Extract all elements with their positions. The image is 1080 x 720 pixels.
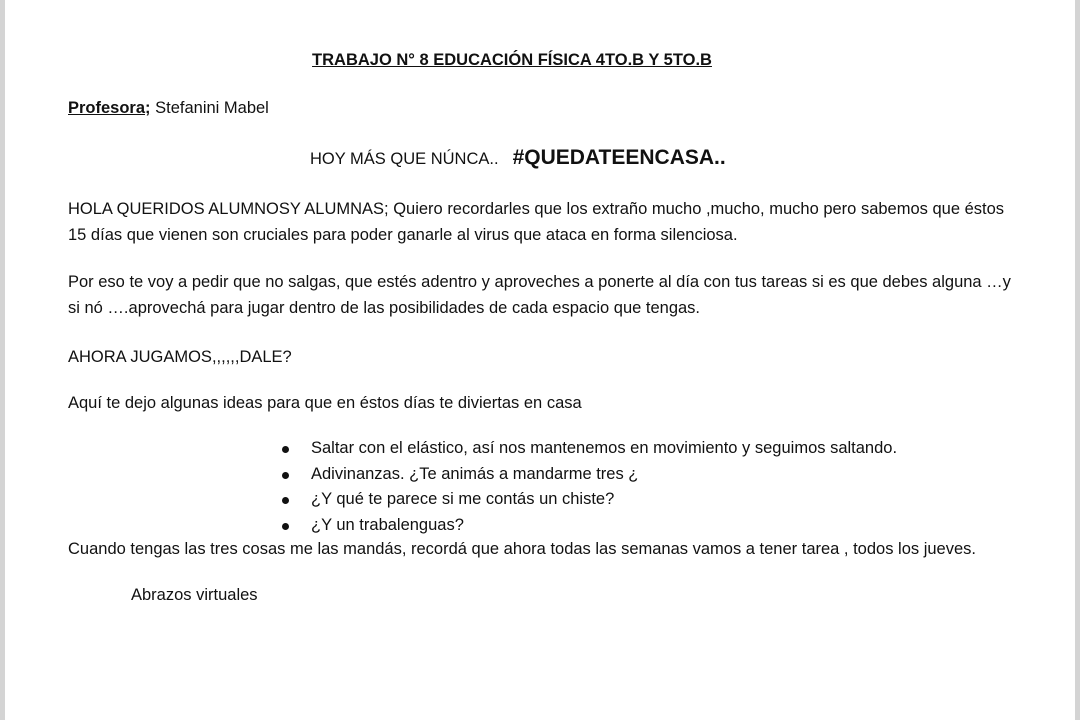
greeting-paragraph: HOLA QUERIDOS ALUMNOSY ALUMNAS; Quiero recordarles que los extraño mucho ,mucho, mucho pero sabemos que éstos 15 días que vienen son cruciales para poder ganarle al virus que ataca en forma silenciosa. xyxy=(68,200,1005,244)
slogan-text: HOY MÁS QUE NÚNCA.. xyxy=(310,150,499,168)
bullet-icon xyxy=(282,472,289,479)
idea-text: ¿Y un trabalenguas? xyxy=(311,515,464,534)
bullet-icon xyxy=(282,497,289,504)
teacher-name: Stefanini Mabel xyxy=(150,99,269,117)
list-item xyxy=(278,513,897,539)
homework-paragraph: Cuando tengas las tres cosas me las mandás, recordá que ahora todas las semanas vamos a tener tarea , todos los jueves. xyxy=(68,540,976,558)
lets-play-paragraph: AHORA JUGAMOS,,,,,,DALE? xyxy=(68,348,292,366)
list-item xyxy=(278,436,897,462)
bullet-icon xyxy=(282,523,289,530)
teacher-label: Profesora; xyxy=(68,99,151,117)
ideas-list xyxy=(278,436,897,538)
list-item xyxy=(278,487,897,513)
closing-line: Abrazos virtuales xyxy=(131,586,258,604)
bullet-icon xyxy=(282,446,289,453)
slogan-line xyxy=(310,146,726,170)
list-item xyxy=(278,462,897,488)
page-right-border xyxy=(1075,0,1080,720)
slogan-hashtag: #QUEDATEENCASA.. xyxy=(512,146,726,169)
idea-text: Saltar con el elástico, así nos mantenemos en movimiento y seguimos saltando. xyxy=(311,439,898,457)
teacher-line xyxy=(68,99,269,118)
idea-text: ¿Y qué te parece si me contás un chiste? xyxy=(311,490,615,508)
stay-home-paragraph: Por eso te voy a pedir que no salgas, que estés adentro y aproveches a ponerte al día con tus tareas si es que debes alguna …y si nó ….aprovechá para jugar dentro de las posibilidades de cada espacio que tengas. xyxy=(68,273,1011,317)
ideas-intro-paragraph: Aquí te dejo algunas ideas para que en éstos días te diviertas en casa xyxy=(68,394,582,412)
idea-text: Adivinanzas. ¿Te animás a mandarme tres ¿ xyxy=(311,464,639,483)
document-title: TRABAJO N° 8 EDUCACIÓN FÍSICA 4TO.B Y 5TO.B xyxy=(312,51,712,69)
page-left-border xyxy=(0,0,5,720)
